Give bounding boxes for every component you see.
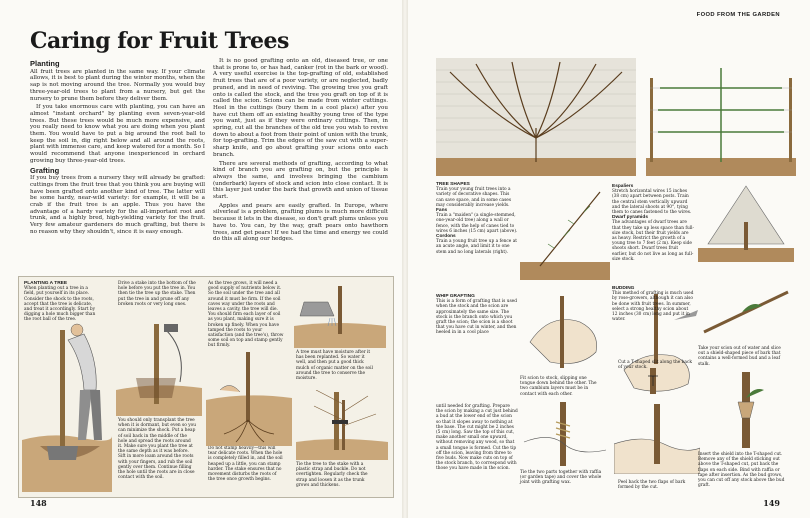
- planting-caption-6: Do not stamp heavily—this will tear delicate roots. When the hole is completely filled in, and the soil heaped up a little, you can stamp harder. The stake ensures that no movement disturbs the roots of the tree once growth begins.: [208, 446, 283, 483]
- planting-box-heading: PLANTING A TREE: [24, 281, 68, 286]
- cordon-illustration: [520, 182, 610, 280]
- right-page: [408, 0, 810, 518]
- text-column-1: [30, 58, 205, 238]
- planting-caption-2: Drive a stake into the bottom of the hole before you put the tree in. You then tie the tree up the stake. Then put the tree in and prune off any broken roots or very long ones.: [118, 281, 196, 307]
- grafting-paragraph: If you buy trees from a nursery they will already be grafted: cuttings from the fruit tree that you think you are buying will have been grafted onto another kind of tree. The latter will be some hardy, near-wild variety: for example, it will be a crab if the fruit tree is an apple. Thus you have the advantage of a hardy variety for the all-important root and trunk, and a highly bred, high-yielding variety for the fruit. Very few amateur gardeners do much grafting, but there is no reason why they shouldn't, since it is easy enough.: [30, 175, 205, 235]
- planting-caption-7: Tie the tree to the stake with a plastic strap and buckle. Do not overtighten. Regularly check the strap and loosen it as the trunk grows and thickens.: [296, 462, 368, 488]
- planting-heading: Planting: [30, 59, 60, 68]
- espaliers-heading: Espaliers: [612, 184, 634, 189]
- espaliers-text: Espaliers Stretch horizontal wires 15 inches (38 cm) apart between posts. Train the central stem vertically upward and the lateral shoots at 90°, tying them to canes fastened to the wires. Dwarf pyramids The advantages of dwarf trees are that they take up less space than full-size stock, but their fruit yields are as heavy. Restrict the growth of a young tree to 7 feet (2 m). Keep side shoots short. Dwarf trees fruit earlier, but do not live as long as full-size stock.: [612, 184, 694, 262]
- budding-scion-illustration: [698, 282, 794, 342]
- budding-caption-2: Cut a T-shaped slit along the back of your stock.: [618, 360, 692, 371]
- budding-caption-3: Peel back the two flaps of bark formed by the cut.: [618, 480, 686, 491]
- page-title: Caring for Fruit Trees: [30, 28, 289, 54]
- tree-shapes-heading: TREE SHAPES: [436, 182, 470, 187]
- tying-tree-illustration: [296, 390, 388, 460]
- whip-graft-hands-illustration: [520, 292, 610, 372]
- whip-grafting-heading: WHIP GRAFTING: [436, 294, 475, 299]
- planting-caption-5: You should only transplant the tree when it is dormant, but even so you can minimize the shock. Put a heap of soil back in the middle of the hole and spread the roots around it. Make sure you plant the tree at the same depth as it was before. Sift in more loam around the roots with your fingers, and rub the soil gently over them. Continue filling the hole until the roots are in close contact with the soil.: [118, 418, 196, 481]
- grafting-heading: Grafting: [30, 165, 60, 175]
- running-head: FOOD FROM THE GARDEN: [696, 12, 780, 18]
- fans-heading: Fans: [436, 208, 448, 214]
- insert-shield-illustration: [698, 372, 794, 448]
- tree-shapes-text: TREE SHAPES Train your young fruit trees into a variety of decorative shapes. This can save space, and in some cases may considerably increase yields. Fans Train a "maiden" (a single-stemmed, one-year-old tree) along a wall or fence, with the help of canes tied to wires 6 inches (15 cm) apart (above). Cordons Train a young fruit tree up a fence at an acute angle, and limit it to one stem and no long laterals (right).: [436, 182, 518, 255]
- col2-paragraph-1: It is no good grafting onto an old, diseased tree, or one that is prone to, or has had, canker (rot in the bark or wood). A very useful exercise is the top-grafting of old, established fruit trees that are of a poor variety, or are neglected, badly pruned, and in need of reviving. The growing tree you graft onto is called the stock, and the tree you graft on top of it is called the scion. Scions can be made from winter cuttings. Heel in the cuttings (bury them in a cool place) after you have cut them off an existing healthy young tree of the type you want, just as if they were ordinary cuttings. Then, in spring, cut all the branches of the old tree you wish to revive down to about a foot from their point of union with the trunk, for top-grafting. Trim the edges of the saw cut with a super-sharp knife, and go about grafting your scions onto each branch.: [213, 58, 388, 158]
- planting-caption-3: As the tree grows, it will need a good supply of nutrients below it. So the soil under the tree and all around it must be firm. If the soil caves way under the roots and leaves a cavity, the tree will die. You should firm each layer of soil as you plant, making sure it is broken up finely. When you have tamped the roots to your satisfaction (and the tree's), throw some soil on top and stamp gently but firmly.: [208, 281, 284, 349]
- whip-graft-tie-illustration: [520, 402, 610, 466]
- text-column-2: [213, 58, 388, 245]
- planting-paragraph-1: All fruit trees are planted in the same way. If your climate allows, it is best to plant during the winter months, when the sap is not moving around the tree. Normally you would buy three-year-old trees to plant from a nursery, but get the nursery to prune them before they deliver them.: [30, 68, 205, 102]
- planting-caption-4: A tree must have moisture after it has been replanted. So water it well, and then put a good thick mulch of organic matter on the soil around the tree to conserve the moisture.: [296, 350, 373, 382]
- budding-caption-4: Insert the shield into the T-shaped cut. Remove any of the shield sticking out above the T-shaped cut, put back the flaps on each side. Bind with raffia or tape after insertion. As the bud grows, you can cut off any stock above the bud graft.: [698, 452, 785, 489]
- page-number-left: 148: [30, 498, 47, 508]
- budding-heading: BUDDING: [612, 286, 635, 291]
- espalier-illustration: [646, 58, 796, 176]
- watering-tree-illustration: [294, 282, 386, 348]
- budding-text: BUDDING This method of grafting is much used by rose-growers, although it can also be done with fruit trees. In summer, select a strong healthy scion about 12 inches (30 cm) long and put it in water.: [612, 286, 694, 323]
- digging-hole-illustration: [22, 320, 112, 492]
- budding-caption-1: Take your scion out of water and slice out a shield-shaped piece of bark that contains a well-formed bud and a leaf stalk.: [698, 346, 781, 367]
- peel-bark-illustration: [614, 404, 700, 474]
- t-slit-illustration: [614, 368, 694, 394]
- dwarf-pyramid-illustration: [698, 182, 794, 262]
- cordons-heading: Cordons: [436, 234, 456, 240]
- whip-caption-1: Fit scion to stock, slipping one tongue down behind the other. The two cambium layers must be in contact with each other.: [520, 376, 597, 397]
- col2-paragraph-3: Apples and pears are easily grafted. In Europe, where silverleaf is a problem, grafting plums is much more difficult because it lets in the disease, so don't graft plums unless you have to. You can, by the way, graft pears onto hawthorn trees, and get pears! If we had the time and energy we could do this all along our hedges.: [213, 202, 388, 243]
- whip-grafting-continued: until needed for grafting. Prepare the scion by making a cut just behind a bud at the lower end of the scion so that it slopes away to nothing at the base. The cut might be 2 inches (5 cm) long. Saw the top of this cut, make another small one upward, without removing any wood, so that a small tongue is formed. Cut the tip off the scion, leaving from three to five buds. Now make cuts on top of the stock branch, to correspond with those you have made in the scion.: [436, 404, 518, 472]
- page-number-right: 149: [763, 498, 780, 508]
- whip-caption-2: Tie the two parts together with raffia (or garden tape) and cover the whole joint with grafting wax.: [520, 470, 602, 486]
- planting-caption-1: PLANTING A TREE When planting out a tree in a field, put yourself in its place. Consider the shock to the roots, accept that the tree is delicate, and treat it accordingly. Start by digging a hole much bigger than the root ball of the tree.: [24, 281, 96, 323]
- fan-tree-illustration: [436, 58, 636, 176]
- driving-stake-illustration: [116, 320, 202, 416]
- spreading-roots-illustration: [206, 350, 292, 446]
- whip-grafting-text: WHIP GRAFTING This is a form of grafting that is used when the stock and the scion are approximately the same size. The stock is the branch onto which you graft the scion; the scion is a shoot that you have cut in winter, and then heeled in in a cool place: [436, 294, 517, 336]
- col2-paragraph-2: There are several methods of grafting, according to what kind of branch you are grafting on, but the principle is always the same, and involves bringing the cambium (underbark) layers of stock and scion into close contact. It is this layer just under the bark that growth and union of tissue start.: [213, 160, 388, 201]
- planting-paragraph-2: If you take enormous care with planting, you can have an almost "instant orchard" by planting even seven-year-old trees. But these trees would be much more expensive, and you really need to know what you are doing when you plant them. You would have to put a big around the root ball to keep the soil in, dig right below and all around the roots, plant with immense care, and keep watered for a month. So I would recommend that anyone inexperienced in orchard growing buy three-year-old trees.: [30, 104, 205, 164]
- left-page: [0, 0, 402, 518]
- dwarf-pyramids-heading: Dwarf pyramids: [612, 215, 648, 221]
